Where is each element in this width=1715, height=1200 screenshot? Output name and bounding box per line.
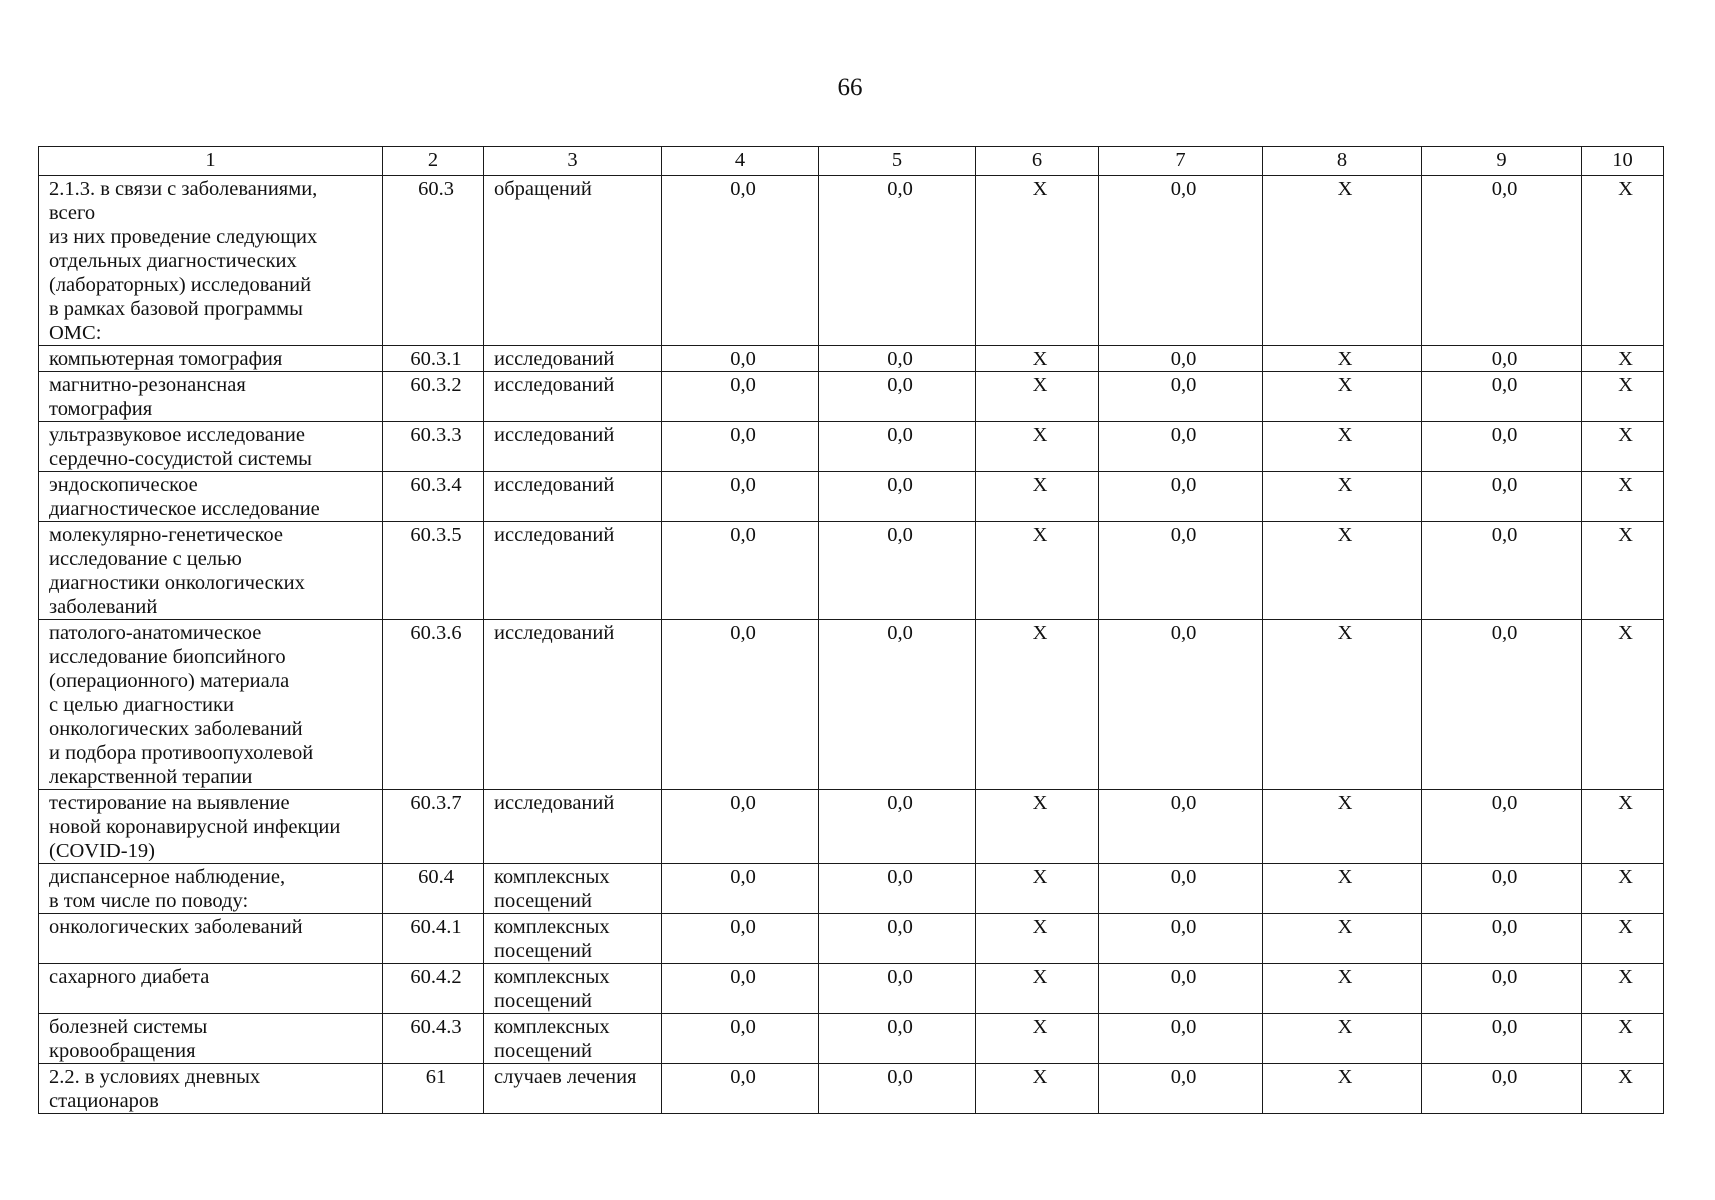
row-label bbox=[39, 914, 383, 964]
value-cell: X bbox=[976, 522, 1099, 620]
row-label-line: томография bbox=[49, 398, 153, 420]
value-cell: X bbox=[1263, 346, 1422, 372]
row-label-line: кровообращения bbox=[49, 1040, 196, 1062]
row-unit-line: исследований bbox=[494, 524, 615, 546]
value-cell: 0,0 bbox=[662, 914, 819, 964]
row-unit-line: комплексных bbox=[494, 1016, 610, 1038]
value-cell: X bbox=[1263, 1064, 1422, 1114]
value-cell: X bbox=[976, 914, 1099, 964]
value-cell: 0,0 bbox=[1422, 620, 1582, 790]
row-unit-line: посещений bbox=[494, 990, 592, 1012]
value-cell: X bbox=[976, 346, 1099, 372]
value-cell: 0,0 bbox=[819, 1014, 976, 1064]
table-row bbox=[39, 422, 1664, 472]
value-cell: 0,0 bbox=[1422, 422, 1582, 472]
value-cell: 0,0 bbox=[819, 914, 976, 964]
row-label-line: с целью диагностики bbox=[49, 694, 234, 716]
value-cell: X bbox=[976, 472, 1099, 522]
row-label-line: отдельных диагностических bbox=[49, 250, 297, 272]
row-unit-line: исследований bbox=[494, 348, 615, 370]
row-label-line: лекарственной терапии bbox=[49, 766, 253, 788]
row-label bbox=[39, 864, 383, 914]
row-label bbox=[39, 1064, 383, 1114]
row-label-line: (лабораторных) исследований bbox=[49, 274, 312, 296]
value-cell: X bbox=[1582, 176, 1664, 346]
row-unit bbox=[484, 372, 662, 422]
row-unit bbox=[484, 1014, 662, 1064]
row-label-line: сердечно-сосудистой системы bbox=[49, 448, 312, 470]
row-code: 60.4.2 bbox=[383, 964, 484, 1014]
row-label-line: стационаров bbox=[49, 1090, 159, 1112]
row-unit bbox=[484, 790, 662, 864]
column-number: 7 bbox=[1099, 147, 1263, 176]
value-cell: 0,0 bbox=[662, 422, 819, 472]
row-unit-line: исследований bbox=[494, 792, 615, 814]
value-cell: X bbox=[1263, 422, 1422, 472]
value-cell: 0,0 bbox=[662, 176, 819, 346]
row-label-line: в рамках базовой программы bbox=[49, 298, 303, 320]
column-number: 3 bbox=[484, 147, 662, 176]
table-row bbox=[39, 790, 1664, 864]
row-code: 60.4 bbox=[383, 864, 484, 914]
row-unit bbox=[484, 472, 662, 522]
value-cell: 0,0 bbox=[819, 472, 976, 522]
row-unit-line: комплексных bbox=[494, 866, 610, 888]
row-label-line: всего bbox=[49, 202, 96, 224]
value-cell: 0,0 bbox=[1422, 1014, 1582, 1064]
value-cell: 0,0 bbox=[819, 522, 976, 620]
value-cell: 0,0 bbox=[1099, 914, 1263, 964]
value-cell: X bbox=[976, 1064, 1099, 1114]
row-label-line: магнитно-резонансная bbox=[49, 374, 246, 396]
row-label-line: диагностики онкологических bbox=[49, 572, 305, 594]
row-label-line: онкологических заболеваний bbox=[49, 916, 303, 938]
value-cell: 0,0 bbox=[1422, 1064, 1582, 1114]
value-cell: 0,0 bbox=[819, 1064, 976, 1114]
value-cell: X bbox=[976, 422, 1099, 472]
table-row bbox=[39, 522, 1664, 620]
row-unit-line: посещений bbox=[494, 1040, 592, 1062]
value-cell: 0,0 bbox=[1422, 176, 1582, 346]
value-cell: 0,0 bbox=[662, 1064, 819, 1114]
value-cell: 0,0 bbox=[1422, 522, 1582, 620]
row-label-line: компьютерная томография bbox=[49, 348, 283, 370]
value-cell: 0,0 bbox=[1099, 472, 1263, 522]
row-code: 60.3.5 bbox=[383, 522, 484, 620]
value-cell: X bbox=[1582, 914, 1664, 964]
row-label-line: патолого-анатомическое bbox=[49, 622, 262, 644]
row-label bbox=[39, 790, 383, 864]
value-cell: 0,0 bbox=[1099, 1064, 1263, 1114]
row-unit bbox=[484, 522, 662, 620]
row-code: 61 bbox=[383, 1064, 484, 1114]
row-code: 60.3.4 bbox=[383, 472, 484, 522]
row-code: 60.4.3 bbox=[383, 1014, 484, 1064]
column-number: 6 bbox=[976, 147, 1099, 176]
row-label bbox=[39, 372, 383, 422]
value-cell: 0,0 bbox=[662, 1014, 819, 1064]
value-cell: 0,0 bbox=[819, 422, 976, 472]
value-cell: 0,0 bbox=[1422, 914, 1582, 964]
row-code: 60.3 bbox=[383, 176, 484, 346]
table-row bbox=[39, 472, 1664, 522]
value-cell: 0,0 bbox=[819, 790, 976, 864]
value-cell: 0,0 bbox=[1422, 864, 1582, 914]
value-cell: X bbox=[976, 964, 1099, 1014]
row-unit-line: исследований bbox=[494, 424, 615, 446]
value-cell: X bbox=[976, 372, 1099, 422]
value-cell: X bbox=[1263, 1014, 1422, 1064]
value-cell: 0,0 bbox=[1099, 864, 1263, 914]
row-unit-line: исследований bbox=[494, 374, 615, 396]
row-label-line: тестирование на выявление bbox=[49, 792, 290, 814]
value-cell: 0,0 bbox=[819, 864, 976, 914]
value-cell: 0,0 bbox=[1099, 964, 1263, 1014]
value-cell: X bbox=[1582, 620, 1664, 790]
row-code: 60.4.1 bbox=[383, 914, 484, 964]
row-label-line: из них проведение следующих bbox=[49, 226, 318, 248]
row-unit bbox=[484, 620, 662, 790]
row-label-line: заболеваний bbox=[49, 596, 158, 618]
row-unit bbox=[484, 176, 662, 346]
row-unit-line: случаев лечения bbox=[494, 1066, 637, 1088]
value-cell: 0,0 bbox=[1099, 372, 1263, 422]
value-cell: 0,0 bbox=[1422, 790, 1582, 864]
row-label-line: ОМС: bbox=[49, 322, 102, 344]
value-cell: X bbox=[976, 1014, 1099, 1064]
row-label-line: (COVID-19) bbox=[49, 840, 155, 862]
value-cell: X bbox=[1582, 522, 1664, 620]
table-body bbox=[39, 176, 1664, 1114]
column-number: 4 bbox=[662, 147, 819, 176]
row-unit-line: посещений bbox=[494, 890, 592, 912]
row-label bbox=[39, 964, 383, 1014]
value-cell: X bbox=[976, 864, 1099, 914]
value-cell: 0,0 bbox=[819, 964, 976, 1014]
value-cell: 0,0 bbox=[662, 522, 819, 620]
value-cell: X bbox=[1582, 964, 1664, 1014]
value-cell: 0,0 bbox=[819, 372, 976, 422]
row-code: 60.3.2 bbox=[383, 372, 484, 422]
value-cell: 0,0 bbox=[819, 176, 976, 346]
value-cell: X bbox=[1263, 864, 1422, 914]
value-cell: 0,0 bbox=[1422, 346, 1582, 372]
value-cell: 0,0 bbox=[1099, 1014, 1263, 1064]
column-number: 1 bbox=[39, 147, 383, 176]
row-label-line: 2.1.3. в связи с заболеваниями, bbox=[49, 178, 318, 200]
value-cell: 0,0 bbox=[662, 790, 819, 864]
row-label-line: и подбора противоопухолевой bbox=[49, 742, 314, 764]
table-row bbox=[39, 914, 1664, 964]
row-unit bbox=[484, 422, 662, 472]
row-label-line: 2.2. в условиях дневных bbox=[49, 1066, 261, 1088]
value-cell: X bbox=[1582, 864, 1664, 914]
data-table bbox=[38, 146, 1664, 1114]
value-cell: X bbox=[976, 620, 1099, 790]
row-label-line: в том числе по поводу: bbox=[49, 890, 249, 912]
row-unit-line: исследований bbox=[494, 474, 615, 496]
row-code: 60.3.3 bbox=[383, 422, 484, 472]
column-number: 10 bbox=[1582, 147, 1664, 176]
value-cell: X bbox=[1263, 964, 1422, 1014]
row-unit bbox=[484, 964, 662, 1014]
value-cell: 0,0 bbox=[1422, 472, 1582, 522]
row-label-line: болезней системы bbox=[49, 1016, 208, 1038]
row-unit-line: обращений bbox=[494, 178, 592, 200]
column-number: 5 bbox=[819, 147, 976, 176]
row-code: 60.3.7 bbox=[383, 790, 484, 864]
value-cell: 0,0 bbox=[1099, 620, 1263, 790]
value-cell: X bbox=[1582, 372, 1664, 422]
table-row bbox=[39, 346, 1664, 372]
value-cell: 0,0 bbox=[1099, 346, 1263, 372]
value-cell: X bbox=[976, 176, 1099, 346]
value-cell: 0,0 bbox=[662, 346, 819, 372]
table-row bbox=[39, 1014, 1664, 1064]
row-unit bbox=[484, 914, 662, 964]
row-label-line: онкологических заболеваний bbox=[49, 718, 303, 740]
value-cell: 0,0 bbox=[1099, 422, 1263, 472]
row-unit-line: исследований bbox=[494, 622, 615, 644]
value-cell: 0,0 bbox=[819, 620, 976, 790]
row-label-line: эндоскопическое bbox=[49, 474, 198, 496]
value-cell: X bbox=[1582, 1014, 1664, 1064]
row-label-line: исследование с целью bbox=[49, 548, 242, 570]
value-cell: X bbox=[1263, 790, 1422, 864]
table-row bbox=[39, 620, 1664, 790]
row-label bbox=[39, 422, 383, 472]
row-label-line: ультразвуковое исследование bbox=[49, 424, 305, 446]
row-code: 60.3.1 bbox=[383, 346, 484, 372]
row-unit-line: комплексных bbox=[494, 966, 610, 988]
value-cell: X bbox=[976, 790, 1099, 864]
column-number: 8 bbox=[1263, 147, 1422, 176]
row-label-line: (операционного) материала bbox=[49, 670, 290, 692]
row-label bbox=[39, 176, 383, 346]
page-number: 66 bbox=[837, 74, 863, 101]
value-cell: 0,0 bbox=[662, 864, 819, 914]
row-label-line: молекулярно-генетическое bbox=[49, 524, 284, 546]
row-label-line: диагностическое исследование bbox=[49, 498, 320, 520]
value-cell: X bbox=[1263, 176, 1422, 346]
row-unit bbox=[484, 1064, 662, 1114]
value-cell: X bbox=[1263, 372, 1422, 422]
table-row bbox=[39, 372, 1664, 422]
value-cell: X bbox=[1263, 620, 1422, 790]
row-label bbox=[39, 1014, 383, 1064]
value-cell: 0,0 bbox=[1422, 372, 1582, 422]
row-label-line: диспансерное наблюдение, bbox=[49, 866, 286, 888]
row-label-line: сахарного диабета bbox=[49, 966, 210, 988]
value-cell: X bbox=[1582, 472, 1664, 522]
table-row bbox=[39, 864, 1664, 914]
value-cell: 0,0 bbox=[1099, 176, 1263, 346]
value-cell: 0,0 bbox=[662, 964, 819, 1014]
value-cell: X bbox=[1263, 522, 1422, 620]
row-unit bbox=[484, 346, 662, 372]
row-label-line: новой коронавирусной инфекции bbox=[49, 816, 341, 838]
row-label-line: исследование биопсийного bbox=[49, 646, 286, 668]
row-unit-line: комплексных bbox=[494, 916, 610, 938]
row-unit bbox=[484, 864, 662, 914]
row-code: 60.3.6 bbox=[383, 620, 484, 790]
row-unit-line: посещений bbox=[494, 940, 592, 962]
value-cell: 0,0 bbox=[819, 346, 976, 372]
column-number: 2 bbox=[383, 147, 484, 176]
value-cell: 0,0 bbox=[662, 372, 819, 422]
table-row bbox=[39, 176, 1664, 346]
column-number: 9 bbox=[1422, 147, 1582, 176]
row-label bbox=[39, 472, 383, 522]
value-cell: X bbox=[1263, 472, 1422, 522]
value-cell: 0,0 bbox=[1099, 790, 1263, 864]
row-label bbox=[39, 620, 383, 790]
value-cell: 0,0 bbox=[1099, 522, 1263, 620]
value-cell: X bbox=[1582, 422, 1664, 472]
value-cell: X bbox=[1582, 346, 1664, 372]
table-row bbox=[39, 1064, 1664, 1114]
column-number-row bbox=[39, 147, 1664, 176]
value-cell: X bbox=[1582, 1064, 1664, 1114]
value-cell: X bbox=[1263, 914, 1422, 964]
row-label bbox=[39, 346, 383, 372]
value-cell: 0,0 bbox=[662, 472, 819, 522]
table-row bbox=[39, 964, 1664, 1014]
value-cell: 0,0 bbox=[1422, 964, 1582, 1014]
value-cell: 0,0 bbox=[662, 620, 819, 790]
value-cell: X bbox=[1582, 790, 1664, 864]
row-label bbox=[39, 522, 383, 620]
